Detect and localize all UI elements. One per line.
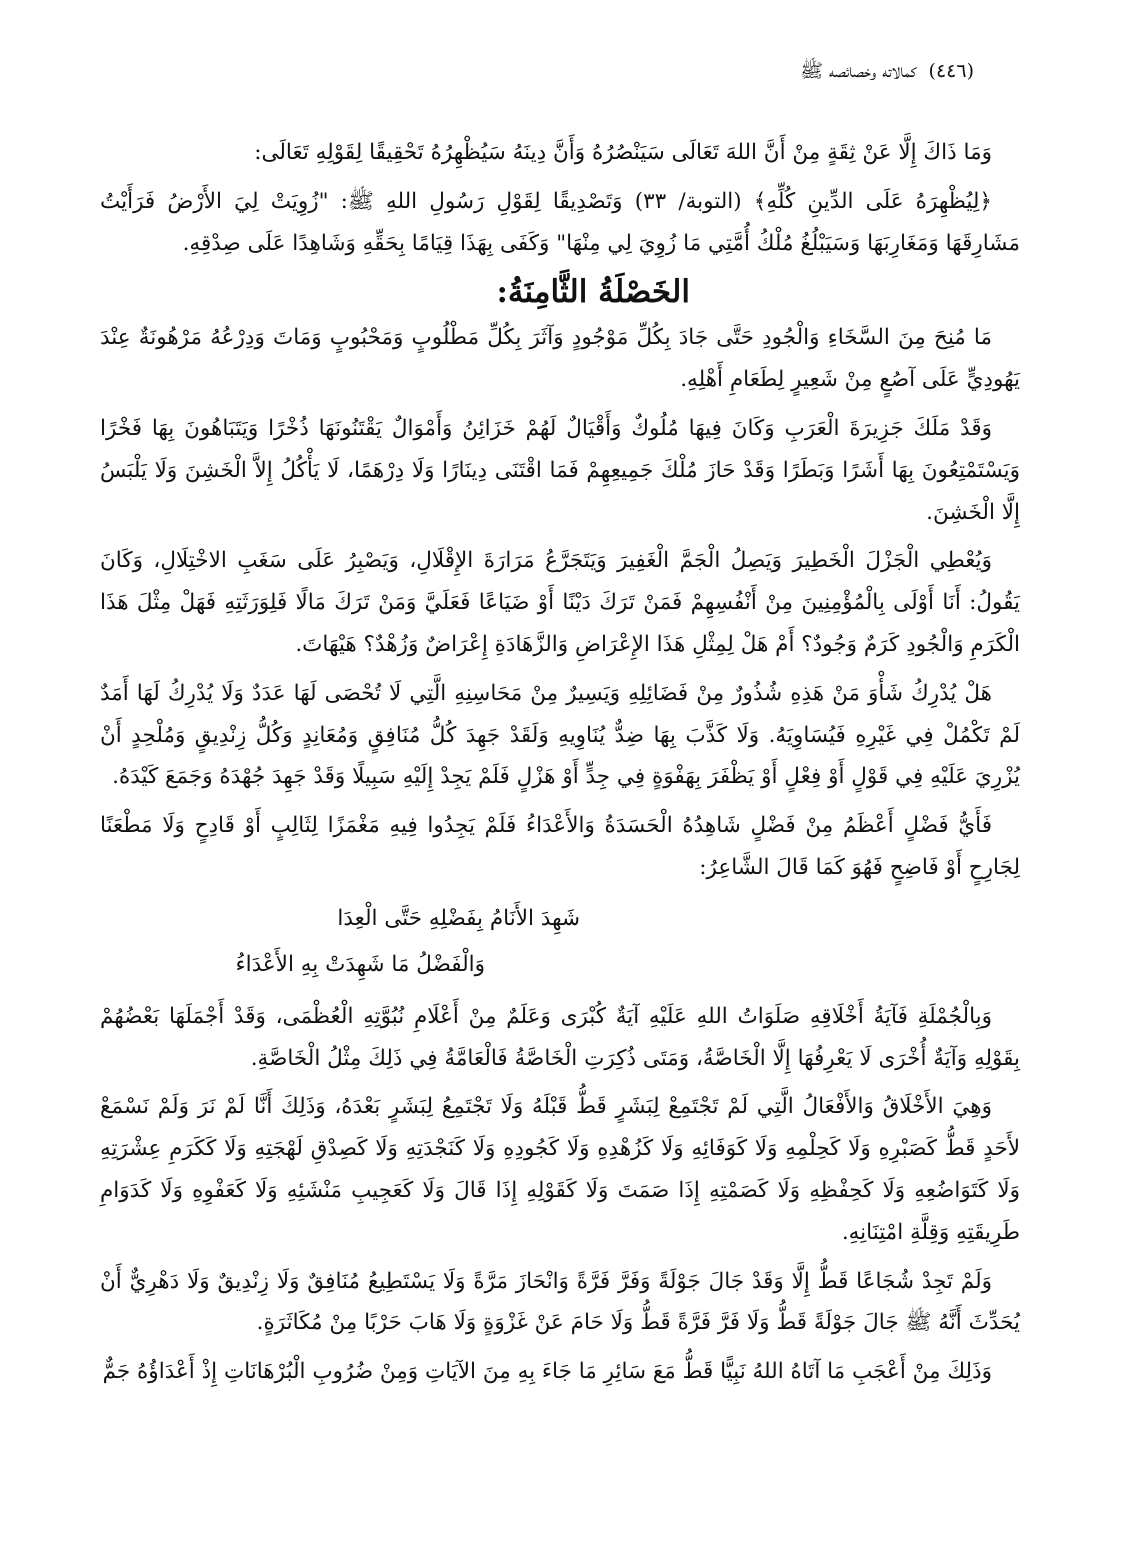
paragraph-11: وَذَلِكَ مِنْ أَعْجَبِ مَا آتَاهُ اللهُ نَبِيًّا قَطُّ مَعَ سَائِرِ مَا جَاءَ بِهِ مِنَ الآيَاتِ وَمِنْ ضُرُوبِ الْبُرْهَانَاتِ إِذْ أَعْدَاؤُهُ جَمٌّ — [102, 1359, 992, 1385]
poem-verse-1: شَهِدَ الأَنَامُ بِفَضْلِهِ حَتَّى الْعِدَا — [337, 905, 580, 931]
paragraph-4: وَقَدْ مَلَكَ جَزِيرَةَ الْعَرَبِ وَكَانَ فِيهَا مُلُوكٌ وَأَقْيَالٌ لَهُمْ خَزَائِنُ وَأَمْوَالٌ يَقْتَنُونَهَا ذُخْرًا وَيَتَبَاهُونَ بِهَا فَخْرًا وَيَسْتَمْتِعُونَ بِهَا أَشَرًا وَبَطَرًا وَقَدْ حَازَ مُلْكَ جَمِيعِهِمْ فَمَا اقْتَنَى دِينَارًا وَلَا دِرْهَمًا، لَا يَأْكُلُ إِلاَّ الْخَشِنَ وَلَا يَلْبَسُ إِلَّا الْخَشِنَ. — [100, 415, 1020, 525]
paragraph-10: وَلَمْ تَجِدْ شُجَاعًا قَطُّ إِلَّا وَقَدْ جَالَ جَوْلَةً وَفَرَّ فَرَّةً وَانْحَازَ مَرَّةً وَلَا يَسْتَطِيعُ مُنَافِقٌ وَلَا زِنْدِيقٌ وَلَا دَهْرِيٌّ أَنْ يُحَدِّثَ أَنَّهُ ﷺ جَالَ جَوْلَةً قَطُّ وَلَا فَرَّ فَرَّةً قَطُّ وَلَا حَامَ عَنْ غَزْوَةٍ وَلَا هَابَ حَرْبًا مِنْ مُكَاثَرَةٍ. — [100, 1268, 1020, 1336]
paragraph-3: مَا مُنِحَ مِنَ السَّخَاءِ وَالْجُودِ حَتَّى جَادَ بِكُلِّ مَوْجُودٍ وَآثَرَ بِكُلِّ مَطْلُوبٍ وَمَحْبُوبٍ وَمَاتَ وَدِرْعُهُ مَرْهُونَةٌ عِنْدَ يَهُودِيٍّ عَلَى آصُعٍ مِنْ شَعِيرٍ لِطَعَامِ أَهْلِهِ. — [100, 325, 1020, 393]
page-number: (٤٤٦) — [928, 60, 974, 82]
paragraph-8: وَبِالْجُمْلَةِ فَآيَةُ أَخْلَاقِهِ صَلَوَاتُ اللهِ عَلَيْهِ آيَةٌ كُبْرَى وَعَلَمٌ مِنْ أَعْلَامِ نُبُوَّتِهِ الْعُظْمَى، وَقَدْ أَجْمَلَهَا بَعْضُهُمْ بِقَوْلِهِ وَآيَةٌ أُخْرَى لَا يَعْرِفُهَا إِلَّا الْخَاصَّةُ، وَمَتَى ذُكِرَتِ الْخَاصَّةُ فَالْعَامَّةُ فِي ذَلِكَ مِثْلُ الْخَاصَّةِ. — [100, 1003, 1020, 1071]
main-text — [100, 132, 1020, 1400]
paragraph-5: وَيُعْطِي الْجَزْلَ الْخَطِيرَ وَيَصِلُ الْجَمَّ الْغَفِيرَ وَيَتَجَرَّعُ مَرَارَةَ الإِقْلَالِ، وَيَصْبِرُ عَلَى سَغَبِ الاخْتِلَالِ، وَكَانَ يَقُولُ: أَنَا أَوْلَى بِالْمُؤْمِنِينَ مِنْ أَنْفُسِهِمْ فَمَنْ تَرَكَ دَيْنًا أَوْ ضَيَاعًا فَعَلَيَّ وَمَنْ تَرَكَ مَالًا فَلِوَرَثَتِهِ فَهَلْ مِثْلَ هَذَا الْكَرَمِ وَالْجُودِ كَرَمٌ وَجُودٌ؟ أَمْ هَلْ لِمِثْلِ هَذَا الإِعْرَاضِ وَالزَّهَادَةِ إِعْرَاضٌ وَزُهْدٌ؟ هَيْهَاتَ. — [100, 548, 1020, 657]
paragraph-2: ﴿لِيُظْهِرَهُ عَلَى الدِّينِ كُلِّهِ﴾ (التوبة/ ٣٣) وَتَصْدِيقًا لِقَوْلِ رَسُولِ اللهِ ﷺ: "زُوِيَتْ لِيَ الأَرْضُ فَرَأَيْتُ مَشَارِقَهَا وَمَغَارِبَهَا وَسَيَبْلُغُ مُلْكُ أُمَّتِي مَا زُوِيَ لِي مِنْهَا" وَكَفَى بِهَذَا قِيَامًا بِحَقِّهِ وَشَاهِدًا عَلَى صِدْقِهِ. — [100, 188, 1020, 256]
paragraph-1: وَمَا ذَاكَ إِلَّا عَنْ ثِقَةٍ مِنْ أَنَّ اللهَ تَعَالَى سَيَنْصُرُهُ وَأَنَّ دِينَهُ سَيُظْهِرُهُ تَحْقِيقًا لِقَوْلِهِ تَعَالَى: — [254, 140, 992, 165]
paragraph-6: هَلْ يُدْرِكُ شَأْوَ مَنْ هَذِهِ شُذُورٌ مِنْ فَضَائِلِهِ وَيَسِيرٌ مِنْ مَحَاسِنِهِ الَّتِي لَا تُحْصَى لَهَا عَدَدٌ وَلَا يُدْرِكُ لَهَا أَمَدٌ لَمْ تَكْمُلْ فِي غَيْرِهِ فَيُسَاوِيَهُ. وَلَا كَذَّبَ بِهَا ضِدٌّ يُنَاوِيهِ وَلَقَدْ جَهِدَ كُلُّ مُنَافِقٍ وَمُعَانِدٍ وَكُلُّ زِنْدِيقٍ وَمُلْحِدٍ أَنْ يُزْرِيَ عَلَيْهِ فِي قَوْلٍ أَوْ فِعْلٍ أَوْ يَظْفَرَ بِهَفْوَةٍ فِي جِدٍّ أَوْ هَزْلٍ فَلَمْ يَجِدْ إِلَيْهِ سَبِيلًا وَقَدْ جَهِدَ جُهْدَهُ وَجَمَعَ كَيْدَهُ. — [100, 680, 1020, 790]
running-title: كمالاته وخصائصه ﷺ — [800, 60, 917, 82]
paragraph-9: وَهِيَ الأَخْلَاقُ وَالأَفْعَالُ الَّتِي لَمْ تَجْتَمِعْ لِبَشَرٍ قَطُّ قَبْلَهُ وَلَا تَجْتَمِعُ لِبَشَرٍ بَعْدَهُ، وَذَلِكَ أَنَّا لَمْ نَرَ وَلَمْ نَسْمَعْ لأَحَدٍ قَطُّ كَصَبْرِهِ وَلَا كَحِلْمِهِ وَلَا كَوَفَائِهِ وَلَا كَزُهْدِهِ وَلَا كَجُودِهِ وَلَا كَنَجْدَتِهِ وَلَا كَصِدْقِ لَهْجَتِهِ وَلَا كَكَرَمِ عِشْرَتِهِ وَلَا كَتَوَاضُعِهِ وَلَا كَحِفْظِهِ وَلَا كَصَمْتِهِ إِذَا صَمَتَ وَلَا كَقَوْلِهِ إِذَا قَالَ وَلَا كَعَجِيبِ مَنْشَئِهِ وَلَا كَعَفْوِهِ وَلَا كَدَوَامِ طَرِيقَتِهِ وَقِلَّةِ امْتِنَانِهِ. — [100, 1094, 1020, 1245]
paragraph-7: فَأَيُّ فَضْلٍ أَعْظَمُ مِنْ فَضْلٍ شَاهِدُهُ الْحَسَدَةُ وَالأَعْدَاءُ فَلَمْ يَجِدُوا فِيهِ مَغْمَزًا لِثَالِبٍ أَوْ قَادِحٍ وَلَا مَطْعَنًا لِجَارِحٍ أَوْ فَاضِحٍ فَهُوَ كَمَا قَالَ الشَّاعِرُ: — [100, 813, 1020, 880]
running-header — [800, 58, 974, 84]
section-heading: الخَصْلَةُ الثَّامِنَةُ: — [496, 274, 690, 311]
poem-verse-2: وَالْفَضْلُ مَا شَهِدَتْ بِهِ الأَعْدَاءُ — [235, 951, 485, 977]
